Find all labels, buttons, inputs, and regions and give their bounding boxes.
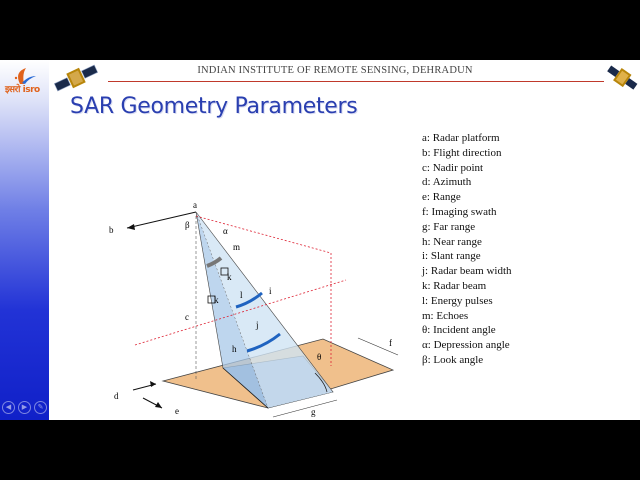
slides-icon[interactable]: ▭ bbox=[50, 401, 63, 414]
left-gradient-bar bbox=[0, 60, 49, 420]
zoom-icon[interactable]: ⊕ bbox=[66, 401, 79, 414]
legend-item: m: Echoes bbox=[422, 309, 469, 322]
legend-item: d: Azimuth bbox=[422, 176, 472, 189]
label-k-lower: k bbox=[214, 295, 219, 305]
legend-list bbox=[422, 131, 512, 368]
label-a: a bbox=[193, 200, 197, 210]
legend-item: θ: Incident angle bbox=[422, 324, 496, 337]
label-k-upper: k bbox=[227, 272, 232, 282]
label-d: d bbox=[114, 391, 119, 401]
isro-logo-text: इसरो isro bbox=[5, 85, 40, 95]
more-icon[interactable]: ⋯ bbox=[82, 401, 95, 414]
page-title: SAR Geometry Parameters bbox=[70, 94, 358, 119]
institute-header: INDIAN INSTITUTE OF REMOTE SENSING, DEHRADUN bbox=[197, 65, 473, 76]
legend-item: b: Flight direction bbox=[422, 146, 502, 159]
label-beta: β bbox=[185, 220, 190, 230]
legend-item: h: Near range bbox=[422, 235, 482, 248]
legend-item: k: Radar beam bbox=[422, 279, 487, 292]
legend-item: e: Range bbox=[422, 191, 461, 204]
legend-item: a: Radar platform bbox=[422, 132, 500, 144]
satellite-icon-right bbox=[604, 60, 640, 96]
label-l: l bbox=[240, 290, 243, 300]
legend-item: c: Nadir point bbox=[422, 161, 484, 174]
header-divider bbox=[108, 81, 604, 82]
label-f: f bbox=[389, 338, 392, 348]
sar-geometry-diagram bbox=[105, 138, 415, 420]
label-b: b bbox=[109, 225, 114, 235]
label-j: j bbox=[256, 320, 259, 330]
legend-item: l: Energy pulses bbox=[422, 294, 493, 307]
label-i: i bbox=[269, 286, 272, 296]
legend-item: j: Radar beam width bbox=[422, 265, 512, 278]
label-h: h bbox=[232, 344, 237, 354]
legend-item: i: Slant range bbox=[422, 250, 481, 263]
legend-item: f: Imaging swath bbox=[422, 205, 497, 218]
label-e: e bbox=[175, 406, 179, 416]
legend-item: α: Depression angle bbox=[422, 339, 510, 352]
legend-item: β: Look angle bbox=[422, 353, 484, 366]
slide-navigation bbox=[2, 401, 95, 414]
slide bbox=[0, 60, 640, 420]
next-icon[interactable]: ▶ bbox=[18, 401, 31, 414]
label-m: m bbox=[233, 242, 241, 252]
pen-icon[interactable]: ✎ bbox=[34, 401, 47, 414]
satellite-icon-left bbox=[52, 60, 100, 96]
label-theta: θ bbox=[317, 352, 322, 362]
legend-item: g: Far range bbox=[422, 220, 476, 233]
label-alpha: α bbox=[223, 226, 228, 236]
prev-icon[interactable]: ◀ bbox=[2, 401, 15, 414]
label-c: c bbox=[185, 312, 189, 322]
label-g: g bbox=[311, 407, 316, 417]
